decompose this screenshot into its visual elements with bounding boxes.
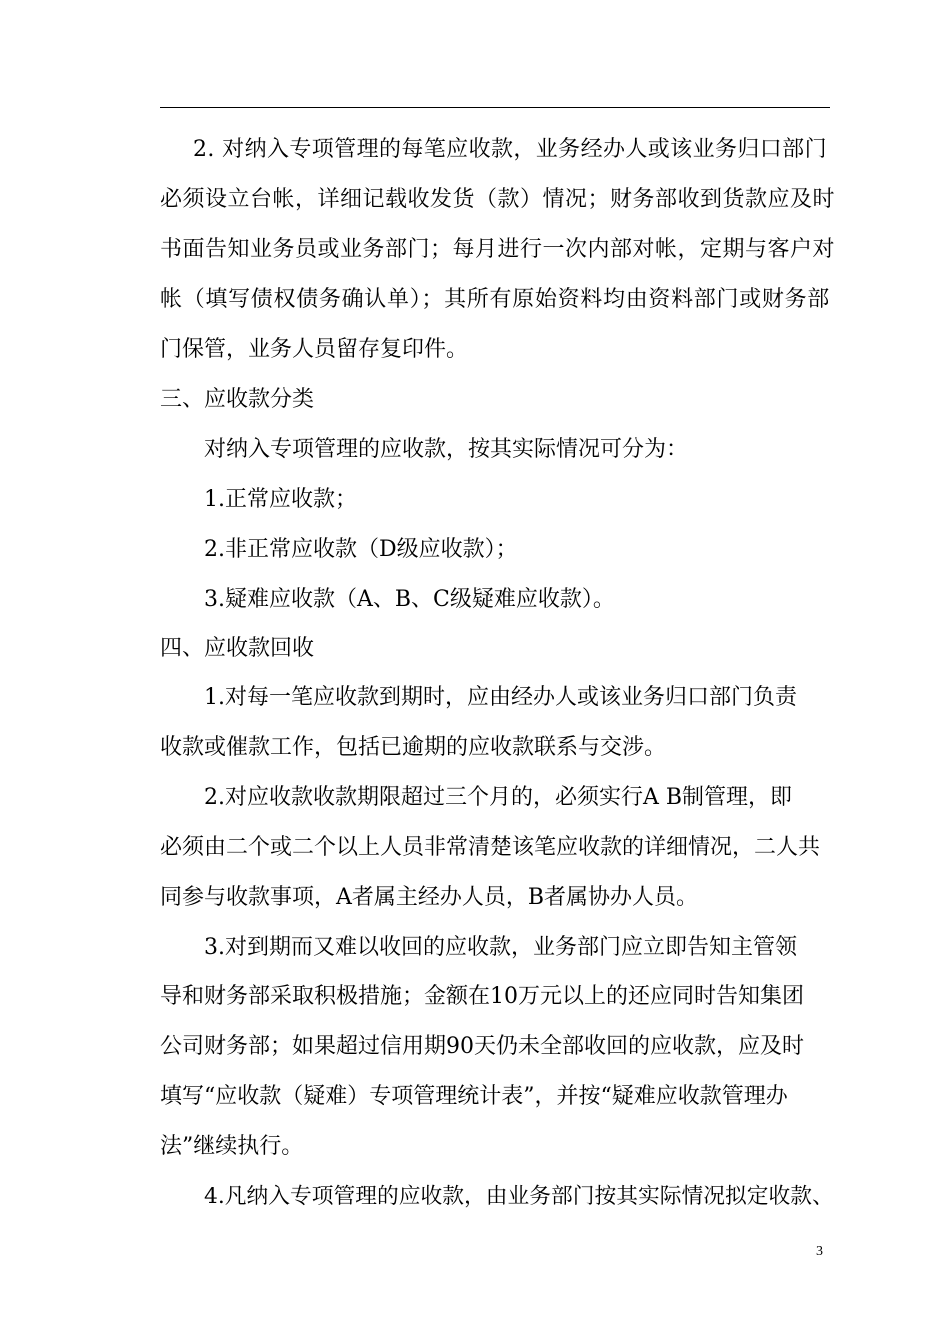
paragraph-line: 门保管，业务人员留存复印件。 xyxy=(160,337,469,362)
paragraph-line: 必须由二个或二个以上人员非常清楚该笔应收款的详细情况，二人共 xyxy=(160,835,821,860)
paragraph-line: 法”继续执行。 xyxy=(160,1134,304,1159)
paragraph-line: 书面告知业务员或业务部门；每月进行一次内部对帐，定期与客户对 xyxy=(160,237,836,262)
paragraph-line: 导和财务部采取积极措施；金额在10万元以上的还应同时告知集团 xyxy=(160,984,804,1009)
paragraph-line: 4.凡纳入专项管理的应收款，由业务部门按其实际情况拟定收款、 xyxy=(204,1184,834,1209)
paragraph-line: 收款或催款工作，包括已逾期的应收款联系与交涉。 xyxy=(160,735,667,760)
list-item: 1.正常应收款； xyxy=(204,487,357,512)
paragraph-line: 2. 对纳入专项管理的每笔应收款，业务经办人或该业务归口部门 xyxy=(193,137,827,162)
paragraph-line: 填写“应收款（疑难）专项管理统计表”，并按“疑难应收款管理办 xyxy=(160,1084,788,1109)
paragraph-line: 3.对到期而又难以收回的应收款，业务部门应立即告知主管领 xyxy=(204,935,797,960)
paragraph-line: 对纳入专项管理的应收款，按其实际情况可分为： xyxy=(204,437,689,462)
paragraph-line: 同参与收款事项，A者属主经办人员，B者属协办人员。 xyxy=(160,885,699,910)
list-item: 2.非正常应收款（D级应收款）； xyxy=(204,537,518,562)
header-rule xyxy=(160,107,830,108)
paragraph-line: 2.对应收款收款期限超过三个月的，必须实行A B制管理，即 xyxy=(204,785,793,810)
page-number: 3 xyxy=(816,1244,823,1259)
section-heading: 四、应收款回收 xyxy=(160,636,315,661)
section-heading: 三、应收款分类 xyxy=(160,387,315,412)
paragraph-line: 必须设立台帐，详细记载收发货（款）情况；财务部收到货款应及时 xyxy=(160,187,836,212)
paragraph-line: 帐（填写债权债务确认单）；其所有原始资料均由资料部门或财务部 xyxy=(160,287,831,312)
paragraph-line: 公司财务部；如果超过信用期90天仍未全部收回的应收款，应及时 xyxy=(160,1034,804,1059)
list-item: 3.疑难应收款（A、B、C级疑难应收款）。 xyxy=(204,587,615,612)
paragraph-line: 1.对每一笔应收款到期时，应由经办人或该业务归口部门负责 xyxy=(204,685,797,710)
